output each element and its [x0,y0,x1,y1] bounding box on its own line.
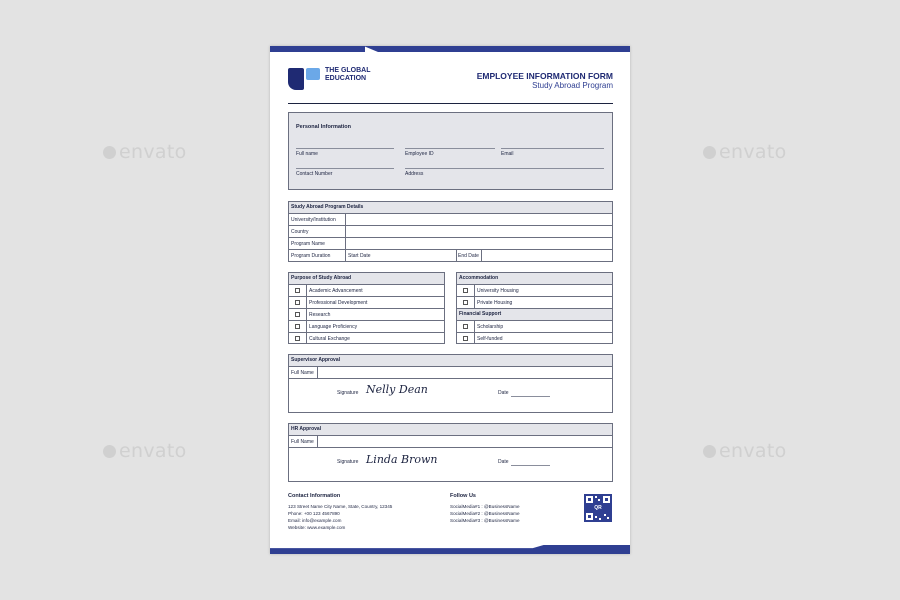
purpose-option: Cultural Exchange [309,336,350,342]
full-name-label: Full Name [291,439,314,445]
divider [345,250,346,262]
checkbox[interactable] [463,300,468,305]
purpose-option: Research [309,312,331,318]
divider [474,285,475,296]
contact-heading: Contact Information [288,493,341,499]
contact-number-label: Contact Number [296,171,333,177]
social-link[interactable]: SocialMedia#1 : @BusinessName [450,504,520,509]
follow-heading: Follow Us [450,493,476,499]
checkbox-row[interactable] [289,296,444,308]
divider [345,238,346,249]
watermark: envato [703,141,787,163]
purpose-option: Academic Advancement [309,288,363,294]
start-date-label: Start Date [348,253,371,259]
personal-info-section [288,112,613,190]
date-line[interactable] [511,396,550,397]
date-label: Date [498,390,509,396]
full-name-label: Full name [296,151,318,157]
accommodation-option: University Housing [477,288,519,294]
divider [474,333,475,344]
form-subtitle: Study Abroad Program [532,81,613,90]
full-name-row[interactable] [289,435,612,447]
checkbox[interactable] [295,312,300,317]
table-row[interactable] [289,237,612,249]
divider [306,321,307,332]
hr-heading: HR Approval [291,426,322,432]
end-date-label: End Date [458,253,479,259]
divider [456,250,457,262]
checkbox[interactable] [463,288,468,293]
accommodation-header [457,273,612,284]
social-link[interactable]: SocialMedia#3 : @BusinessName [450,518,520,523]
divider [306,297,307,308]
divider [345,214,346,225]
signature-label: Signature [337,390,359,396]
university-label: University/Institution [291,217,336,223]
checkbox-row[interactable] [289,332,444,344]
country-label: Country [291,229,309,235]
signature-label: Signature [337,459,359,465]
purpose-option: Language Proficiency [309,324,358,330]
watermark: envato [103,141,187,163]
divider [306,285,307,296]
checkbox-row[interactable] [457,284,612,296]
logo-text: THE GLOBAL EDUCATION [325,67,371,82]
supervisor-heading: Supervisor Approval [291,357,340,363]
social-link[interactable]: SocialMedia#2 : @BusinessName [450,511,520,516]
speech-bubble-icon [306,68,320,80]
checkbox-row[interactable] [457,296,612,308]
program-name-label: Program Name [291,241,325,247]
divider [481,250,482,262]
hr-header [289,424,612,435]
divider [306,309,307,320]
supervisor-header [289,355,612,366]
contact-address: 123 Street Name City Name, State, Country, 12345 [288,504,393,509]
contact-email: Email: info@example.com [288,518,342,523]
logo-icon [288,68,304,90]
supervisor-approval-section [288,354,613,413]
date-label: Date [498,459,509,465]
purpose-heading: Purpose of Study Abroad [291,275,352,281]
personal-info-heading: Personal Information [296,124,352,130]
divider [317,436,318,447]
qr-code-icon [584,494,612,522]
divider [317,367,318,378]
email-line[interactable] [501,148,604,149]
employee-id-label: Employee ID [405,151,434,157]
contact-phone: Phone: +00 123 4567890 [288,511,340,516]
table-row[interactable] [289,225,612,237]
signature[interactable]: Linda Brown [366,453,438,466]
address-label: Address [405,171,424,177]
form-title: EMPLOYEE INFORMATION FORM [476,71,613,81]
qr-label: QR [591,504,605,512]
signature[interactable]: Nelly Dean [366,383,428,396]
checkbox[interactable] [463,336,468,341]
full-name-row[interactable] [289,366,612,378]
divider [345,226,346,237]
checkbox[interactable] [295,288,300,293]
financial-option: Scholarship [477,324,504,330]
checkbox-row[interactable] [457,332,612,344]
signature-row [289,447,612,482]
checkbox-row[interactable] [289,320,444,332]
program-details-table [288,201,613,262]
table-row[interactable] [289,213,612,225]
table-row[interactable] [289,249,612,262]
watermark: envato [103,440,187,462]
hr-approval-section [288,423,613,482]
full-name-line[interactable] [296,148,394,149]
checkbox[interactable] [295,324,300,329]
top-accent-bar [270,46,365,52]
bottom-accent-bar [270,545,630,554]
checkbox[interactable] [295,336,300,341]
contact-number-line[interactable] [296,168,394,169]
checkbox[interactable] [463,324,468,329]
duration-label: Program Duration [291,253,331,259]
address-line[interactable] [405,168,604,169]
checkbox[interactable] [295,300,300,305]
accommodation-option: Private Housing [477,300,513,306]
checkbox-row[interactable] [289,284,444,296]
full-name-label: Full Name [291,370,314,376]
accommodation-heading: Accommodation [459,275,499,281]
checkbox-row[interactable] [457,320,612,332]
divider [474,297,475,308]
checkbox-row[interactable] [289,308,444,320]
form-page [270,46,630,554]
header-divider [288,103,613,104]
purpose-section [288,272,445,344]
date-line[interactable] [511,465,550,466]
program-details-header [289,202,612,213]
signature-row [289,378,612,413]
email-label: Email [501,151,514,157]
accommodation-section [456,272,613,344]
financial-heading: Financial Support [459,311,502,317]
employee-id-line[interactable] [405,148,495,149]
divider [474,321,475,332]
watermark: envato [703,440,787,462]
program-details-heading: Study Abroad Program Details [291,204,364,210]
purpose-header [289,273,444,284]
financial-header [457,308,612,320]
contact-website: Website: www.example.com [288,525,346,530]
divider [306,333,307,344]
financial-option: Self-funded [477,336,503,342]
purpose-option: Professional Development [309,300,368,306]
